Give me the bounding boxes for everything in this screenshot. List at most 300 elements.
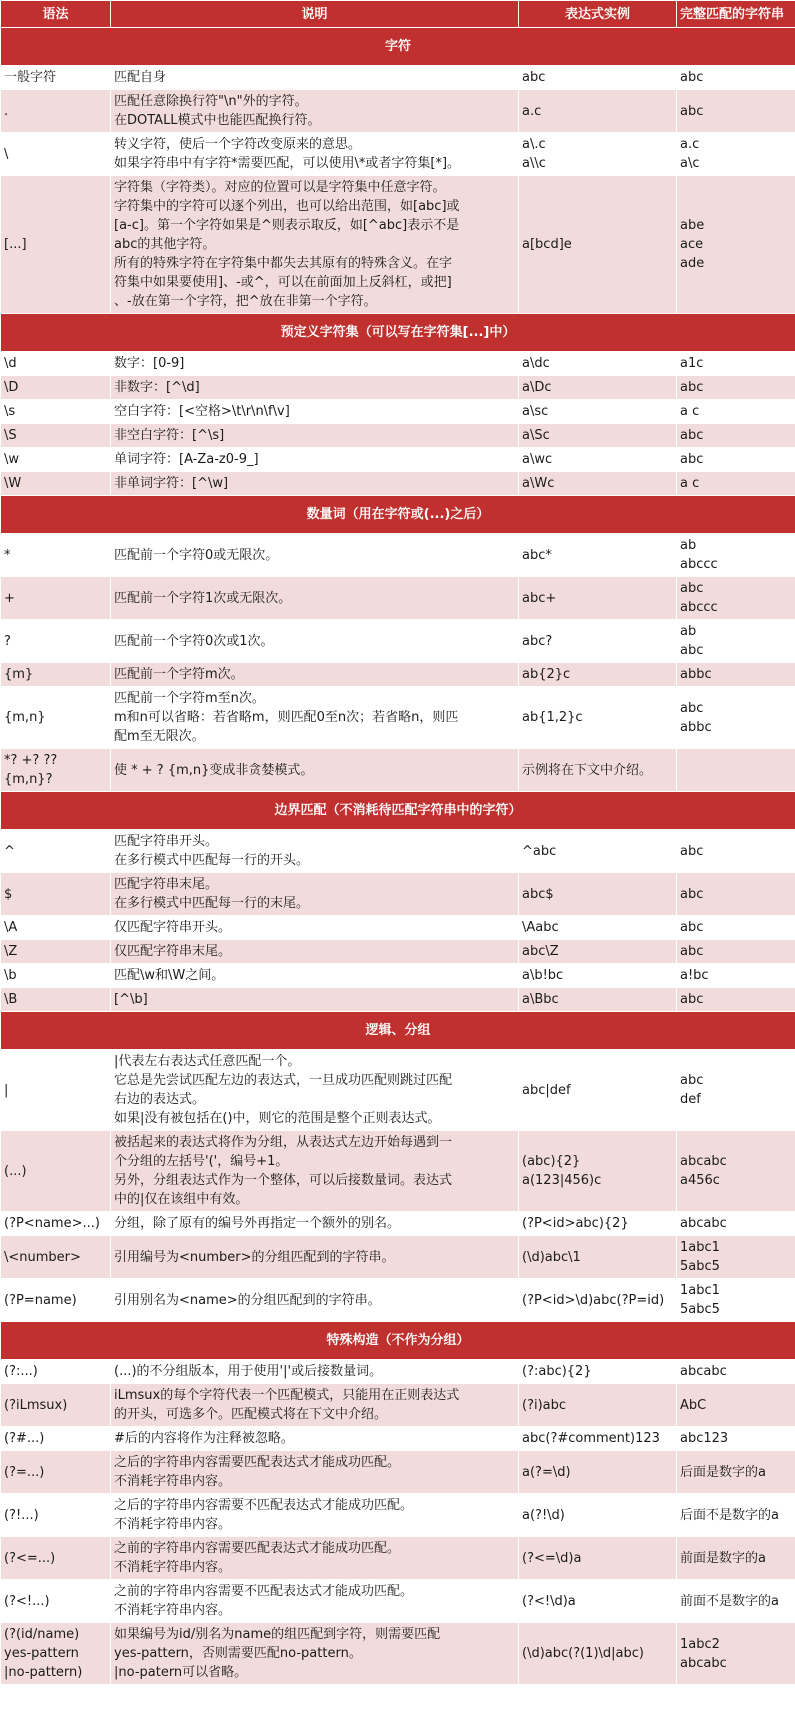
syntax-cell (1, 1131, 111, 1212)
cell-line: abc (680, 380, 704, 395)
cell-line: 1abc2 (680, 1636, 720, 1652)
example-cell (519, 472, 677, 496)
description-cell (111, 964, 519, 988)
cell-line: (?:...) (4, 1364, 38, 1379)
cell-line: (?<=\d)a (522, 1550, 582, 1566)
cell-line: abc(?#comment)123 (522, 1431, 660, 1446)
cell-line: 1abc1 (680, 1240, 720, 1255)
match-cell (677, 577, 795, 620)
cell-line: a\b!bc (522, 968, 564, 983)
cell-line: \Aabc (522, 920, 559, 935)
example-cell (519, 1537, 677, 1580)
syntax-cell (1, 472, 111, 496)
example-cell (519, 620, 677, 663)
cell-line: 它总是先尝试匹配左边的表达式，一旦成功匹配则跳过匹配 (114, 1073, 453, 1088)
cell-line: 使 * + ? {m,n}变成非贪婪模式。 (114, 762, 314, 778)
description-cell (111, 1212, 519, 1236)
example-cell (519, 1623, 677, 1685)
cell-line: a[bcd]e (522, 237, 572, 252)
cell-line: \b (4, 968, 17, 983)
cell-line: abcabc (680, 1364, 727, 1379)
cell-line: iLmsux的每个字符代表一个匹配模式，只能用在正则表达式 (114, 1388, 460, 1403)
cell-line: (?:abc){2} (522, 1364, 592, 1379)
syntax-cell (1, 448, 111, 472)
cell-line: \w (4, 452, 20, 467)
cell-line: 之后的字符串内容需要不匹配表达式才能成功匹配。 (114, 1498, 414, 1513)
cell-line: 字符集（字符类）。对应的位置可以是字符集中任意字符。 (114, 180, 446, 195)
table-row (1, 176, 795, 314)
syntax-cell (1, 1360, 111, 1384)
syntax-cell (1, 1580, 111, 1623)
table-row (1, 620, 795, 663)
example-cell (519, 1384, 677, 1427)
description-cell (111, 873, 519, 916)
cell-line: 匹配前一个字符m次。 (114, 667, 244, 682)
syntax-cell (1, 400, 111, 424)
cell-line: abc (522, 70, 546, 85)
cell-line: *? +? ?? (4, 753, 58, 768)
table-row (1, 687, 795, 749)
cell-line: 被括起来的表达式将作为分组，从表达式左边开始每遇到一 (114, 1135, 453, 1150)
section-header-row (1, 792, 795, 830)
header-syntax: 语法 (1, 1, 111, 28)
description-cell (111, 66, 519, 90)
table-row (1, 988, 795, 1012)
cell-line: \Z (4, 944, 18, 959)
syntax-cell (1, 830, 111, 873)
table-row (1, 1537, 795, 1580)
match-cell (677, 988, 795, 1012)
match-cell (677, 1427, 795, 1451)
example-cell (519, 1050, 677, 1131)
cell-line: abcabc (680, 1154, 727, 1169)
description-cell (111, 376, 519, 400)
cell-line: abc$ (522, 886, 554, 902)
match-cell (677, 472, 795, 496)
match-cell (677, 620, 795, 663)
match-cell (677, 830, 795, 873)
example-cell (519, 424, 677, 448)
description-cell (111, 620, 519, 663)
cell-line: 示例将在下文中介绍。 (522, 762, 653, 778)
cell-line: 1abc1 (680, 1283, 720, 1298)
table-row (1, 873, 795, 916)
syntax-cell (1, 1050, 111, 1131)
match-cell (677, 352, 795, 376)
cell-line: * (4, 547, 11, 563)
description-cell (111, 424, 519, 448)
cell-line: abc+ (522, 590, 557, 606)
cell-line: \s (4, 404, 16, 419)
match-cell (677, 1537, 795, 1580)
example-cell (519, 1131, 677, 1212)
cell-line: abccc (680, 557, 718, 572)
table-row (1, 66, 795, 90)
cell-line: AbC (680, 1397, 707, 1413)
cell-line: \<number> (4, 1249, 81, 1265)
match-cell (677, 1131, 795, 1212)
match-cell (677, 176, 795, 314)
description-cell (111, 577, 519, 620)
header-full-match: 完整匹配的字符串 (677, 1, 795, 28)
section-title: 逻辑、分组 (1, 1012, 795, 1050)
example-cell (519, 90, 677, 133)
section-header-row (1, 496, 795, 534)
cell-line: a1c (680, 356, 704, 371)
cell-line: $ (4, 886, 13, 902)
cell-line: abc (680, 103, 704, 119)
cell-line: abc (680, 920, 704, 935)
syntax-cell (1, 66, 111, 90)
match-cell (677, 1279, 795, 1322)
cell-line: 转义字符，使后一个字符改变原来的意思。 (114, 137, 362, 152)
cell-line: abcabc (680, 1655, 727, 1671)
cell-line: a\c (680, 156, 700, 171)
example-cell (519, 176, 677, 314)
cell-line: {m,n}? (4, 772, 53, 787)
cell-line: 后面不是数字的a (680, 1507, 779, 1523)
cell-line: yes-pattern (4, 1646, 79, 1661)
cell-line: a\Sc (522, 428, 550, 443)
cell-line: 分组，除了原有的编号外再指定一个额外的别名。 (114, 1216, 401, 1231)
cell-line: a\wc (522, 452, 553, 467)
cell-line: 之后的字符串内容需要匹配表达式才能成功匹配。 (114, 1455, 401, 1470)
table-row (1, 1384, 795, 1427)
table-row (1, 1131, 795, 1212)
example-cell (519, 66, 677, 90)
example-cell (519, 1212, 677, 1236)
syntax-cell (1, 1623, 111, 1685)
syntax-cell (1, 1451, 111, 1494)
example-cell (519, 534, 677, 577)
table-row (1, 916, 795, 940)
table-row (1, 830, 795, 873)
description-cell (111, 988, 519, 1012)
cell-line: 匹配\w和\W之间。 (114, 968, 225, 983)
cell-line: 的开头，可选多个。匹配模式将在下文中介绍。 (114, 1407, 388, 1422)
section-title: 数量词（用在字符或(...)之后） (1, 496, 795, 534)
cell-line: |代表左右表达式任意匹配一个。 (114, 1054, 301, 1069)
cell-line: a456c (680, 1173, 720, 1188)
cell-line: 引用编号为<number>的分组匹配到的字符串。 (114, 1249, 395, 1265)
cell-line: ab (680, 538, 697, 553)
cell-line: a\Bbc (522, 992, 559, 1007)
cell-line: abccc (680, 600, 718, 615)
cell-line: a.c (680, 137, 700, 152)
cell-line: 匹配字符串开头。 (114, 834, 219, 849)
table-row (1, 448, 795, 472)
example-cell (519, 830, 677, 873)
cell-line: abc (680, 581, 704, 596)
match-cell (677, 663, 795, 687)
match-cell (677, 376, 795, 400)
cell-line: (?P=name) (4, 1292, 77, 1308)
match-cell (677, 1451, 795, 1494)
cell-line: 引用别名为<name>的分组匹配到的字符串。 (114, 1292, 381, 1308)
example-cell (519, 749, 677, 792)
match-cell (677, 1236, 795, 1279)
example-cell (519, 988, 677, 1012)
example-cell (519, 964, 677, 988)
table-row (1, 376, 795, 400)
cell-line: {m} (4, 667, 34, 682)
match-cell (677, 1623, 795, 1685)
cell-line: 一般字符 (4, 70, 57, 85)
description-cell (111, 352, 519, 376)
description-cell (111, 534, 519, 577)
match-cell (677, 424, 795, 448)
description-cell (111, 90, 519, 133)
syntax-cell (1, 376, 111, 400)
cell-line: abbc (680, 667, 712, 682)
cell-line: a(123|456)c (522, 1173, 602, 1188)
cell-line: 匹配任意除换行符"\n"外的字符。 (114, 94, 308, 109)
cell-line: (abc){2} (522, 1154, 581, 1169)
example-cell (519, 687, 677, 749)
syntax-cell (1, 1236, 111, 1279)
description-cell (111, 176, 519, 314)
syntax-cell (1, 424, 111, 448)
cell-line: ? (4, 633, 11, 649)
match-cell (677, 90, 795, 133)
example-cell (519, 1580, 677, 1623)
cell-line: (\d)abc(?(1)\d|abc) (522, 1646, 644, 1661)
description-cell (111, 1494, 519, 1537)
cell-line: a\dc (522, 356, 550, 371)
table-row (1, 1623, 795, 1685)
cell-line: 、-放在第一个字符，把^放在非第一个字符。 (114, 294, 377, 309)
cell-line: (?P<id>\d)abc(?P=id) (522, 1292, 665, 1308)
section-title: 预定义字符集（可以写在字符集[...]中） (1, 314, 795, 352)
syntax-cell (1, 916, 111, 940)
section-title: 边界匹配（不消耗待匹配字符串中的字符） (1, 792, 795, 830)
cell-line: #后的内容将作为注释被忽略。 (114, 1431, 294, 1446)
cell-line: 匹配前一个字符0次或1次。 (114, 633, 274, 649)
example-cell (519, 1360, 677, 1384)
cell-line: 仅匹配字符串开头。 (114, 920, 232, 935)
cell-line: 在多行模式中匹配每一行的开头。 (114, 853, 310, 868)
cell-line: abc (680, 700, 704, 716)
cell-line: |no-pattern) (4, 1665, 83, 1680)
cell-line: ab (680, 624, 697, 639)
cell-line: abcabc (680, 1216, 727, 1231)
cell-line: \d (4, 356, 17, 371)
cell-line: 不消耗字符串内容。 (114, 1517, 232, 1532)
cell-line: [^\b] (114, 992, 148, 1007)
example-cell (519, 1236, 677, 1279)
cell-line: 匹配字符串末尾。 (114, 877, 219, 892)
cell-line: 之前的字符串内容需要匹配表达式才能成功匹配。 (114, 1541, 401, 1556)
description-cell (111, 1451, 519, 1494)
syntax-cell (1, 1384, 111, 1427)
cell-line: 如果编号为id/别名为name的组匹配到字符，则需要匹配 (114, 1627, 441, 1642)
cell-line: 前面是数字的a (680, 1550, 766, 1566)
table-row (1, 472, 795, 496)
cell-line: a\Wc (522, 476, 555, 491)
syntax-cell (1, 1212, 111, 1236)
table-row (1, 534, 795, 577)
syntax-cell (1, 577, 111, 620)
table-row (1, 663, 795, 687)
table-row (1, 424, 795, 448)
description-cell (111, 1131, 519, 1212)
cell-line: 不消耗字符串内容。 (114, 1474, 232, 1489)
cell-line: abc\Z (522, 944, 559, 959)
description-cell (111, 1580, 519, 1623)
cell-line: . (4, 103, 9, 119)
cell-line: a\\c (522, 156, 546, 171)
cell-line: 匹配前一个字符0或无限次。 (114, 547, 279, 563)
description-cell (111, 663, 519, 687)
cell-line: abc (680, 992, 704, 1007)
table-row (1, 577, 795, 620)
description-cell (111, 400, 519, 424)
cell-line: abbc (680, 719, 712, 735)
cell-line: (?!...) (4, 1507, 39, 1523)
match-cell (677, 1212, 795, 1236)
cell-line: (...) (4, 1163, 27, 1179)
syntax-cell (1, 1279, 111, 1322)
cell-line: 在多行模式中匹配每一行的末尾。 (114, 896, 310, 911)
description-cell (111, 1427, 519, 1451)
cell-line: \ (4, 146, 9, 162)
match-cell (677, 1384, 795, 1427)
cell-line: 另外，分组表达式作为一个整体，可以后接数量词。表达式 (114, 1173, 453, 1188)
match-cell (677, 873, 795, 916)
cell-line: abc (680, 428, 704, 443)
description-cell (111, 448, 519, 472)
syntax-cell (1, 90, 111, 133)
example-cell (519, 873, 677, 916)
cell-line: abc (680, 1073, 704, 1088)
example-cell (519, 133, 677, 176)
cell-line: 5abc5 (680, 1259, 720, 1274)
table-row (1, 1451, 795, 1494)
table-row (1, 1236, 795, 1279)
table-row (1, 1212, 795, 1236)
cell-line: 在DOTALL模式中也能匹配换行符。 (114, 113, 321, 128)
cell-line: 非数字：[^\d] (114, 380, 200, 395)
cell-line: |no-patern可以省略。 (114, 1665, 248, 1680)
cell-line: a!bc (680, 968, 709, 983)
cell-line: 空白字符：[<空格>\t\r\n\f\v] (114, 404, 290, 419)
cell-line: 匹配前一个字符1次或无限次。 (114, 590, 292, 606)
cell-line: 所有的特殊字符在字符集中都失去其原有的特殊含义。在字 (114, 256, 453, 271)
table-row (1, 1427, 795, 1451)
cell-line: a\Dc (522, 380, 552, 395)
cell-line: abc (680, 70, 704, 85)
cell-line: ^ (4, 843, 15, 859)
cell-line: 仅匹配字符串末尾。 (114, 944, 232, 959)
example-cell (519, 376, 677, 400)
cell-line: a c (680, 476, 700, 491)
cell-line: abc (680, 843, 704, 859)
cell-line: abc (680, 944, 704, 959)
description-cell (111, 472, 519, 496)
cell-line: 符集中如果要使用]、-或^，可以在前面加上反斜杠，或把] (114, 275, 452, 290)
syntax-cell (1, 133, 111, 176)
cell-line: ab{1,2}c (522, 710, 583, 725)
cell-line: abc|def (522, 1082, 571, 1098)
section-header-row (1, 28, 795, 66)
section-title: 字符 (1, 28, 795, 66)
cell-line: 非单词字符：[^\w] (114, 476, 229, 491)
table-row (1, 1360, 795, 1384)
syntax-cell (1, 352, 111, 376)
cell-line: {m,n} (4, 710, 46, 725)
cell-line: 5abc5 (680, 1302, 720, 1317)
match-cell (677, 687, 795, 749)
match-cell (677, 940, 795, 964)
cell-line: \A (4, 920, 18, 935)
cell-line: + (4, 590, 15, 606)
cell-line: 之前的字符串内容需要不匹配表达式才能成功匹配。 (114, 1584, 414, 1599)
cell-line: abc? (522, 633, 553, 649)
example-cell (519, 1494, 677, 1537)
description-cell (111, 916, 519, 940)
match-cell (677, 1050, 795, 1131)
syntax-cell (1, 620, 111, 663)
header-example: 表达式实例 (519, 1, 677, 28)
match-cell (677, 749, 795, 792)
cell-line: def (680, 1092, 701, 1107)
cell-line: abc的其他字符。 (114, 237, 216, 252)
syntax-cell (1, 176, 111, 314)
syntax-cell (1, 749, 111, 792)
cell-line: 个分组的左括号'('，编号+1。 (114, 1154, 289, 1169)
section-title: 特殊构造（不作为分组） (1, 1322, 795, 1360)
table-row (1, 400, 795, 424)
cell-line: [a-c]。第一个字符如果是^则表示取反，如[^abc]表示不是 (114, 218, 460, 233)
description-cell (111, 749, 519, 792)
example-cell (519, 1451, 677, 1494)
cell-line: 非空白字符：[^\s] (114, 428, 225, 443)
section-header-row (1, 314, 795, 352)
cell-line: ab{2}c (522, 667, 571, 682)
cell-line: a(?!\d) (522, 1507, 565, 1523)
match-cell (677, 448, 795, 472)
cell-line: (?P<name>...) (4, 1216, 100, 1231)
description-cell (111, 133, 519, 176)
cell-line: [...] (4, 237, 27, 252)
syntax-cell (1, 964, 111, 988)
example-cell (519, 577, 677, 620)
cell-line: abc (680, 452, 704, 467)
match-cell (677, 1580, 795, 1623)
cell-line: \D (4, 380, 19, 395)
description-cell (111, 940, 519, 964)
cell-line: (?iLmsux) (4, 1397, 68, 1413)
cell-line: 前面不是数字的a (680, 1593, 779, 1609)
cell-line: 配m至无限次。 (114, 729, 205, 744)
cell-line: a(?=\d) (522, 1464, 571, 1480)
match-cell (677, 916, 795, 940)
syntax-cell (1, 873, 111, 916)
cell-line: 匹配前一个字符m至n次。 (114, 691, 265, 706)
cell-line: (?<!...) (4, 1593, 50, 1609)
description-cell (111, 830, 519, 873)
section-header-row (1, 1322, 795, 1360)
syntax-cell (1, 534, 111, 577)
match-cell (677, 133, 795, 176)
example-cell (519, 400, 677, 424)
cell-line: ade (680, 256, 705, 271)
cell-line: ^abc (522, 843, 557, 859)
table-row (1, 1494, 795, 1537)
syntax-cell (1, 1427, 111, 1451)
header-row (1, 1, 795, 28)
cell-line: a\.c (522, 137, 546, 152)
